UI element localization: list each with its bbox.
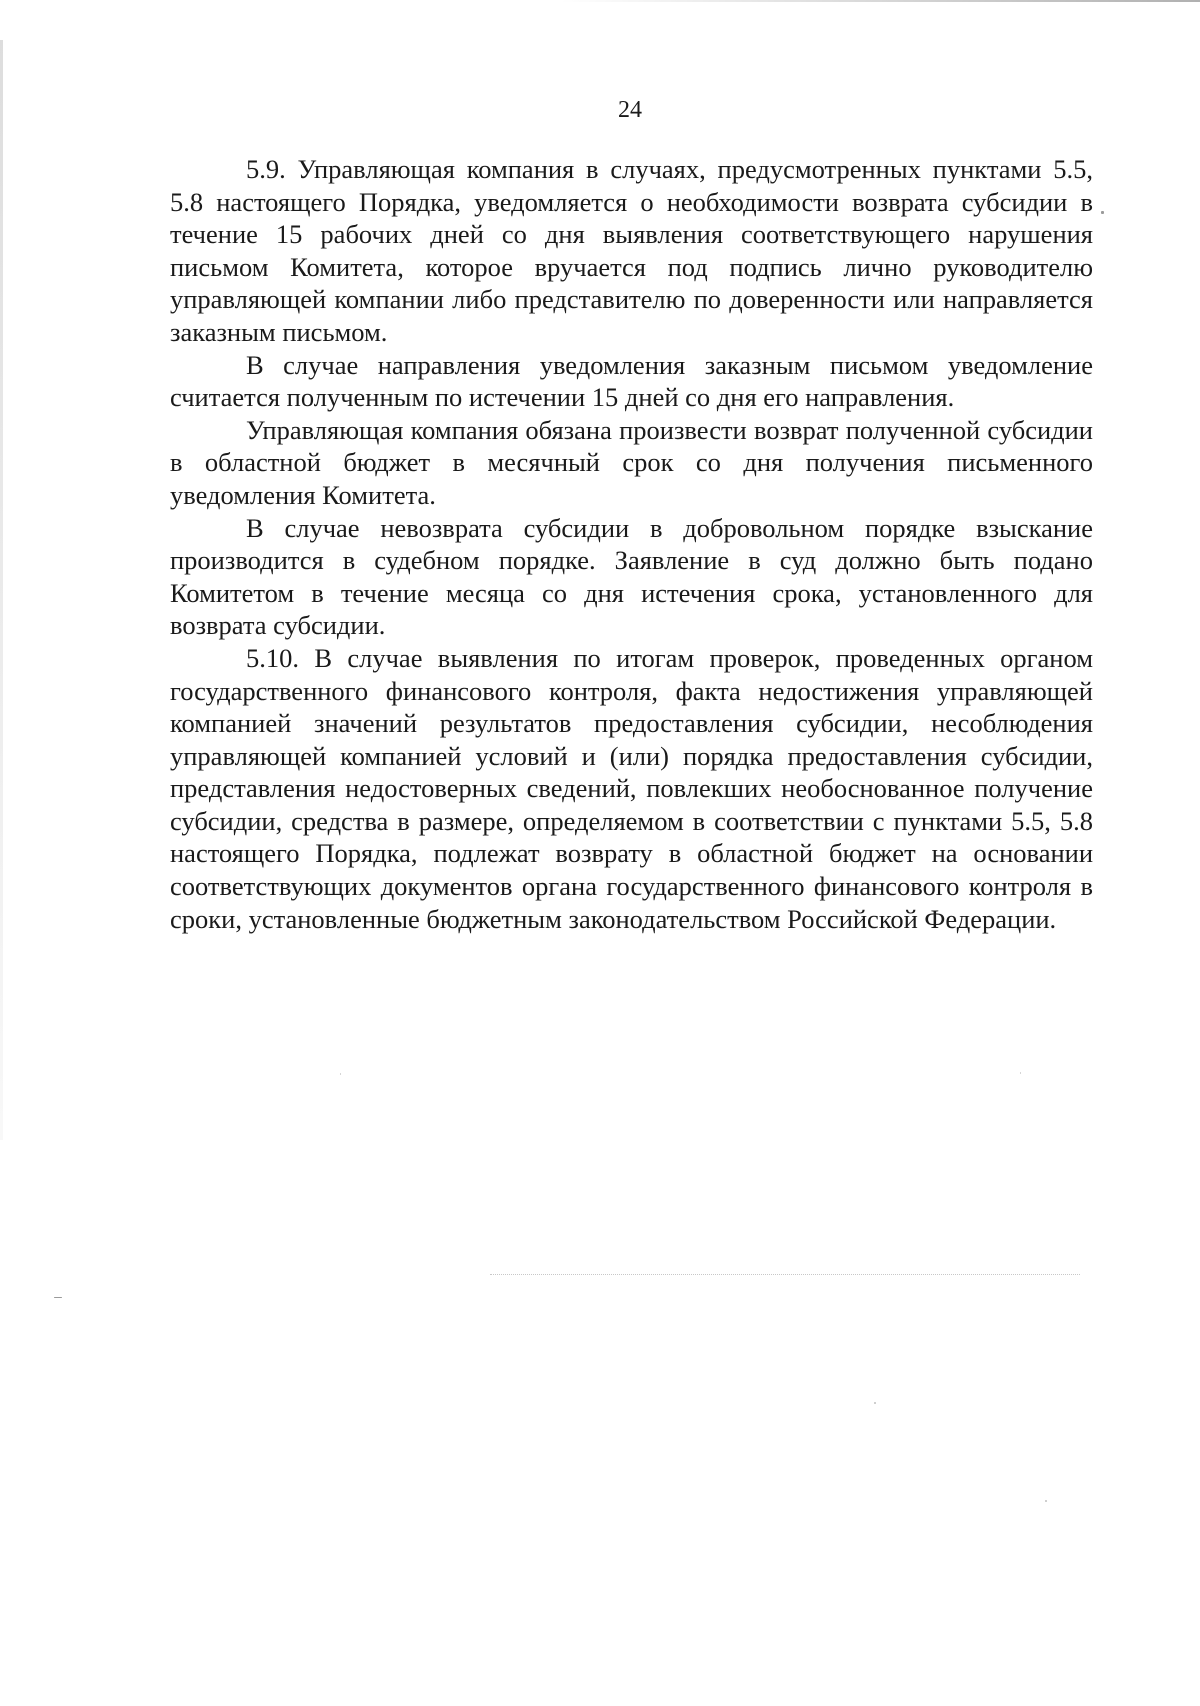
scan-speck <box>874 1402 876 1404</box>
paragraph-5-10: 5.10. В случае выявления по итогам проверок, проведенных органом государственного финансового контроля, факта недостижения управляющей компанией значений результатов предоставления субсидии, несоблюдения управляющей компанией условий и (или) порядка предоставления субсидии, представления недостоверных сведений, повлекших необоснованное получение субсидии, средства в размере, определяемом в соответствии с пунктами 5.5, 5.8 настоящего Порядка, подлежат возврату в областной бюджет на основании соответствующих документов органа государственного финансового контроля в сроки, установленные бюджетным законодательством Российской Федерации. <box>170 642 1093 934</box>
scan-edge-left <box>0 40 3 1140</box>
paragraph-notice-delivery: В случае направления уведомления заказным письмом уведомление считается полученным по истечении 15 дней со дня его направления. <box>170 349 1093 413</box>
scan-speck <box>1101 211 1104 214</box>
scan-speck <box>1045 1500 1047 1502</box>
paragraph-court-recovery: В случае невозврата субсидии в добровольном порядке взыскание производится в судебном порядке. Заявление в суд должно быть подано Комитетом в течение месяца со дня истечения срока, установленного для возврата субсидии. <box>170 512 1093 641</box>
scan-speck <box>1020 1072 1021 1074</box>
scan-dotted-line <box>490 1274 1080 1276</box>
paragraph-5-9: 5.9. Управляющая компания в случаях, предусмотренных пунктами 5.5, 5.8 настоящего Порядка, уведомляется о необходимости возврата субсидии в течение 15 рабочих дней со дня выявления соответствующего нарушения письмом Комитета, которое вручается под подпись лично руководителю управляющей компании либо представителю по доверенности или направляется заказным письмом. <box>170 154 1093 347</box>
page-number: 24 <box>618 97 642 123</box>
scan-speck <box>340 1073 341 1075</box>
paragraph-refund-obligation: Управляющая компания обязана произвести возврат полученной субсидии в областной бюджет в месячный срок со дня получения письменного уведомления Комитета. <box>170 414 1093 510</box>
scan-speck <box>54 1297 62 1298</box>
scan-edge-top <box>560 0 1200 2</box>
document-body <box>170 153 1093 935</box>
